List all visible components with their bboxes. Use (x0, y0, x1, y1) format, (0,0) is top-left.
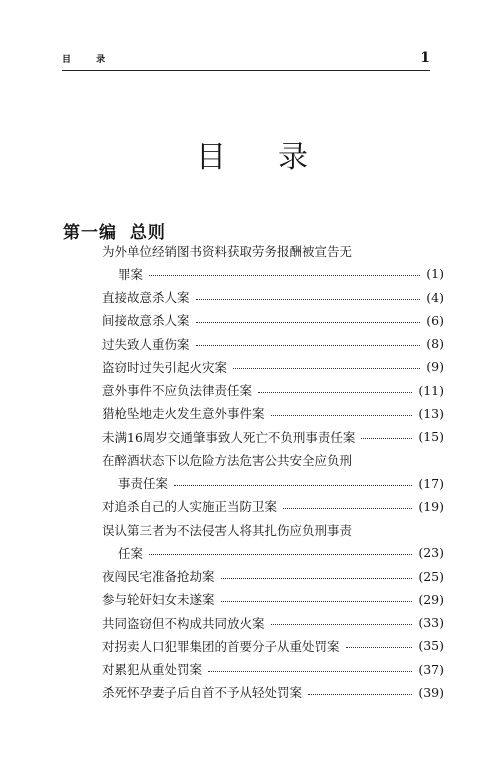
toc-entry[interactable] (102, 239, 444, 286)
toc-entry-line (102, 541, 444, 564)
toc-entry-title: 误认第三者为不法侵害人将其扎伤应负刑事责 (102, 522, 353, 538)
toc-entry-page: (8) (426, 336, 444, 352)
toc-entry-title: 任案 (118, 545, 144, 561)
toc-entry[interactable] (102, 402, 444, 425)
dot-leader (149, 275, 420, 276)
toc-entry-page: (17) (418, 475, 444, 491)
toc-entry[interactable] (102, 355, 444, 378)
toc-entry-title: 共同盗窃但不构成共同放火案 (102, 615, 265, 631)
toc-entry-page: (1) (426, 266, 444, 282)
toc-entry-page: (35) (418, 638, 444, 654)
running-title: 目 录 (62, 55, 117, 65)
toc-entry-title: 在醉酒状态下以危险方法危害公共安全应负刑 (102, 452, 353, 468)
dot-leader (196, 345, 421, 346)
toc-title: 目录 (196, 140, 360, 175)
toc-entry-line (102, 565, 444, 588)
toc-entry-line (102, 379, 444, 402)
toc-entry[interactable] (102, 611, 444, 634)
dot-leader (361, 438, 412, 439)
dot-leader (149, 554, 412, 555)
dot-leader (221, 601, 413, 602)
toc-entry-line (102, 588, 444, 611)
toc-entry-line (102, 332, 444, 355)
toc-entry-title: 杀死怀孕妻子后自首不予从轻处罚案 (102, 685, 303, 701)
part-heading: 第一编 总则 (63, 223, 166, 243)
toc-entry-title: 夜闯民宅准备抢劫案 (102, 569, 215, 585)
toc-entry-page: (23) (418, 545, 444, 561)
toc-entry-line (102, 239, 444, 262)
toc-entry-line (102, 681, 444, 704)
running-header (62, 50, 430, 68)
toc-entry-title: 猎枪坠地走火发生意外事件案 (102, 406, 265, 422)
toc-entry-page: (13) (418, 405, 444, 421)
page-number: 1 (420, 50, 430, 66)
toc-entry-title: 过失致人重伤案 (102, 336, 190, 352)
toc-entry-title: 为外单位经销图书资料获取劳务报酬被宣告无 (102, 243, 353, 259)
toc-entry-page: (37) (418, 661, 444, 677)
dot-leader (221, 578, 413, 579)
toc-entry-page: (25) (418, 568, 444, 584)
toc-entry-line (102, 262, 444, 285)
toc-entry-line (102, 634, 444, 657)
toc-entry-title: 对累犯从重处罚案 (102, 662, 203, 678)
toc-entry[interactable] (102, 309, 444, 332)
dot-leader (208, 671, 412, 672)
header-rule (62, 70, 430, 71)
toc-entry-title: 罪案 (118, 266, 144, 282)
toc-entry[interactable] (102, 565, 444, 588)
toc-list (102, 239, 444, 704)
dot-leader (258, 392, 412, 393)
toc-entry-title: 间接故意杀人案 (102, 313, 190, 329)
toc-entry[interactable] (102, 332, 444, 355)
toc-entry[interactable] (102, 658, 444, 681)
toc-entry-line (102, 286, 444, 309)
toc-entry-page: (19) (418, 498, 444, 514)
toc-entry-title: 对拐卖人口犯罪集团的首要分子从重处罚案 (102, 638, 340, 654)
toc-entry[interactable] (102, 518, 444, 565)
toc-entry[interactable] (102, 681, 444, 704)
toc-entry-line (102, 402, 444, 425)
toc-entry[interactable] (102, 448, 444, 495)
dot-leader (346, 647, 413, 648)
toc-entry-title: 参与轮奸妇女未遂案 (102, 592, 215, 608)
toc-entry-line (102, 611, 444, 634)
dot-leader (308, 694, 412, 695)
toc-entry[interactable] (102, 286, 444, 309)
toc-entry[interactable] (102, 495, 444, 518)
toc-entry-page: (15) (418, 429, 444, 445)
dot-leader (283, 508, 412, 509)
toc-entry-page: (6) (426, 312, 444, 328)
dot-leader (271, 624, 413, 625)
toc-entry-line (102, 518, 444, 541)
toc-entry-line (102, 309, 444, 332)
toc-entry-line (102, 425, 444, 448)
toc-entry-title: 事责任案 (118, 476, 169, 492)
dot-leader (196, 299, 421, 300)
dot-leader (233, 368, 420, 369)
toc-entry-title: 未满16周岁交通肇事致人死亡不负刑事责任案 (102, 429, 356, 445)
toc-entry[interactable] (102, 634, 444, 657)
toc-entry-line (102, 355, 444, 378)
toc-entry[interactable] (102, 425, 444, 448)
toc-entry-title: 盗窃时过失引起火灾案 (102, 359, 228, 375)
toc-entry-page: (39) (418, 684, 444, 700)
dot-leader (174, 485, 412, 486)
dot-leader (196, 322, 421, 323)
toc-entry-title: 对追杀自己的人实施正当防卫案 (102, 499, 278, 515)
toc-entry[interactable] (102, 379, 444, 402)
toc-entry-line (102, 472, 444, 495)
toc-entry[interactable] (102, 588, 444, 611)
toc-entry-title: 直接故意杀人案 (102, 290, 190, 306)
toc-entry-page: (4) (426, 289, 444, 305)
toc-entry-page: (9) (426, 359, 444, 375)
toc-entry-line (102, 658, 444, 681)
toc-entry-line (102, 495, 444, 518)
dot-leader (271, 415, 413, 416)
toc-entry-title: 意外事件不应负法律责任案 (102, 383, 253, 399)
toc-entry-page: (11) (418, 382, 444, 398)
toc-entry-page: (29) (418, 591, 444, 607)
toc-entry-line (102, 448, 444, 471)
toc-entry-page: (33) (418, 615, 444, 631)
